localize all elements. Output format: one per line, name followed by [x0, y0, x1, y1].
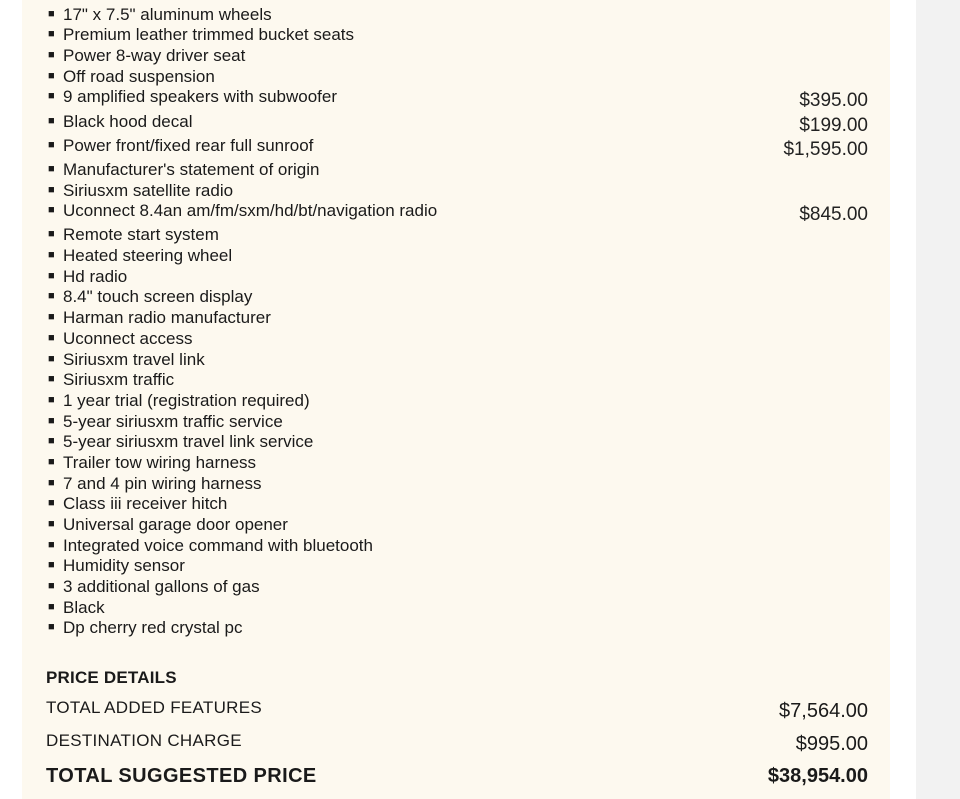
- bullet-icon: ■: [48, 373, 55, 385]
- list-item: [48, 390, 868, 412]
- bullet-icon: ■: [48, 139, 55, 151]
- feature-price: $199.00: [799, 115, 868, 136]
- list-item: [48, 328, 868, 350]
- list-item: [48, 369, 868, 391]
- bullet-icon: ■: [48, 415, 55, 427]
- feature-name: Dp cherry red crystal pc: [63, 618, 243, 637]
- feature-name: Uconnect access: [63, 329, 193, 348]
- total-suggested-price-row: [46, 767, 868, 793]
- list-item: [48, 307, 868, 329]
- list-item: [48, 617, 868, 639]
- list-item: [48, 24, 868, 46]
- feature-name: Integrated voice command with bluetooth: [63, 536, 373, 555]
- feature-name: Off road suspension: [63, 67, 215, 86]
- destination-charge-row: [46, 731, 868, 757]
- feature-name: Heated steering wheel: [63, 246, 233, 265]
- feature-name: Remote start system: [63, 225, 219, 244]
- feature-name: 17" x 7.5" aluminum wheels: [63, 5, 272, 24]
- bullet-icon: ■: [48, 539, 55, 551]
- bullet-icon: ■: [48, 49, 55, 61]
- feature-name: Harman radio manufacturer: [63, 308, 271, 327]
- page-margin-left: [0, 0, 22, 799]
- list-item: [48, 555, 868, 577]
- feature-name: Universal garage door opener: [63, 515, 288, 534]
- list-item: [48, 159, 868, 181]
- feature-price: $395.00: [799, 90, 868, 111]
- bullet-icon: ■: [48, 184, 55, 196]
- list-item: [48, 180, 868, 202]
- feature-name: 8.4" touch screen display: [63, 287, 253, 306]
- bullet-icon: ■: [48, 559, 55, 571]
- destination-charge-label: DESTINATION CHARGE: [46, 731, 242, 750]
- list-item: [48, 597, 868, 619]
- bullet-icon: ■: [48, 270, 55, 282]
- feature-name: Hd radio: [63, 267, 128, 286]
- list-item: [48, 266, 868, 288]
- list-item: [48, 535, 868, 557]
- page-margin-right: [916, 0, 960, 799]
- feature-name: Uconnect 8.4an am/fm/sxm/hd/bt/navigation radio: [63, 201, 438, 220]
- bullet-icon: ■: [48, 8, 55, 20]
- feature-price: $845.00: [799, 204, 868, 225]
- feature-name: Premium leather trimmed bucket seats: [63, 25, 354, 44]
- total-suggested-price-value: $38,954.00: [767, 765, 868, 787]
- bullet-icon: ■: [48, 497, 55, 509]
- total-added-features-label: TOTAL ADDED FEATURES: [46, 698, 263, 717]
- feature-name: Class iii receiver hitch: [63, 494, 228, 513]
- bullet-icon: ■: [48, 290, 55, 302]
- bullet-icon: ■: [48, 456, 55, 468]
- list-item: [48, 576, 868, 598]
- bullet-icon: ■: [48, 311, 55, 323]
- bullet-icon: ■: [48, 394, 55, 406]
- list-item: [48, 66, 868, 88]
- bullet-icon: ■: [48, 580, 55, 592]
- bullet-icon: ■: [48, 28, 55, 40]
- feature-name: Trailer tow wiring harness: [63, 453, 257, 472]
- list-item: [48, 473, 868, 495]
- bullet-icon: ■: [48, 477, 55, 489]
- feature-price: $1,595.00: [783, 139, 868, 160]
- feature-name: Siriusxm satellite radio: [63, 181, 234, 200]
- feature-name: 5-year siriusxm traffic service: [63, 412, 283, 431]
- list-item: [48, 452, 868, 474]
- feature-name: 5-year siriusxm travel link service: [63, 432, 314, 451]
- feature-name: Humidity sensor: [63, 556, 185, 575]
- feature-name: Power 8-way driver seat: [63, 46, 246, 65]
- feature-name: 1 year trial (registration required): [63, 391, 310, 410]
- list-item: [48, 411, 868, 433]
- bullet-icon: ■: [48, 601, 55, 613]
- feature-name: Black hood decal: [63, 112, 193, 131]
- bullet-icon: ■: [48, 621, 55, 633]
- feature-name: 7 and 4 pin wiring harness: [63, 474, 262, 493]
- list-item: [48, 4, 868, 26]
- total-suggested-price-label: TOTAL SUGGESTED PRICE: [46, 765, 317, 787]
- bullet-icon: ■: [48, 163, 55, 175]
- bullet-icon: ■: [48, 518, 55, 530]
- bullet-icon: ■: [48, 353, 55, 365]
- price-details-heading: PRICE DETAILS: [46, 668, 177, 687]
- bullet-icon: ■: [48, 115, 55, 127]
- list-item: [48, 86, 868, 111]
- list-item: [48, 349, 868, 371]
- feature-name: 9 amplified speakers with subwoofer: [63, 87, 338, 106]
- feature-name: Siriusxm traffic: [63, 370, 175, 389]
- destination-charge-value: $995.00: [795, 733, 868, 755]
- list-item: [48, 493, 868, 515]
- feature-name: Black: [63, 598, 105, 617]
- feature-name: Power front/fixed rear full sunroof: [63, 136, 314, 155]
- list-item: [48, 286, 868, 308]
- feature-name: 3 additional gallons of gas: [63, 577, 260, 596]
- feature-name: Manufacturer's statement of origin: [63, 160, 320, 179]
- bullet-icon: ■: [48, 332, 55, 344]
- total-added-features-row: [46, 698, 868, 724]
- total-added-features-value: $7,564.00: [779, 700, 868, 722]
- list-item: [48, 45, 868, 67]
- list-item: [48, 245, 868, 267]
- list-item: [48, 514, 868, 536]
- bullet-icon: ■: [48, 228, 55, 240]
- bullet-icon: ■: [48, 90, 55, 102]
- list-item: [48, 224, 868, 246]
- bullet-icon: ■: [48, 70, 55, 82]
- bullet-icon: ■: [48, 204, 55, 216]
- list-item: [48, 200, 868, 225]
- bullet-icon: ■: [48, 249, 55, 261]
- list-item: [48, 111, 868, 136]
- list-item: [48, 135, 868, 160]
- bullet-icon: ■: [48, 435, 55, 447]
- list-item: [48, 431, 868, 453]
- feature-name: Siriusxm travel link: [63, 350, 205, 369]
